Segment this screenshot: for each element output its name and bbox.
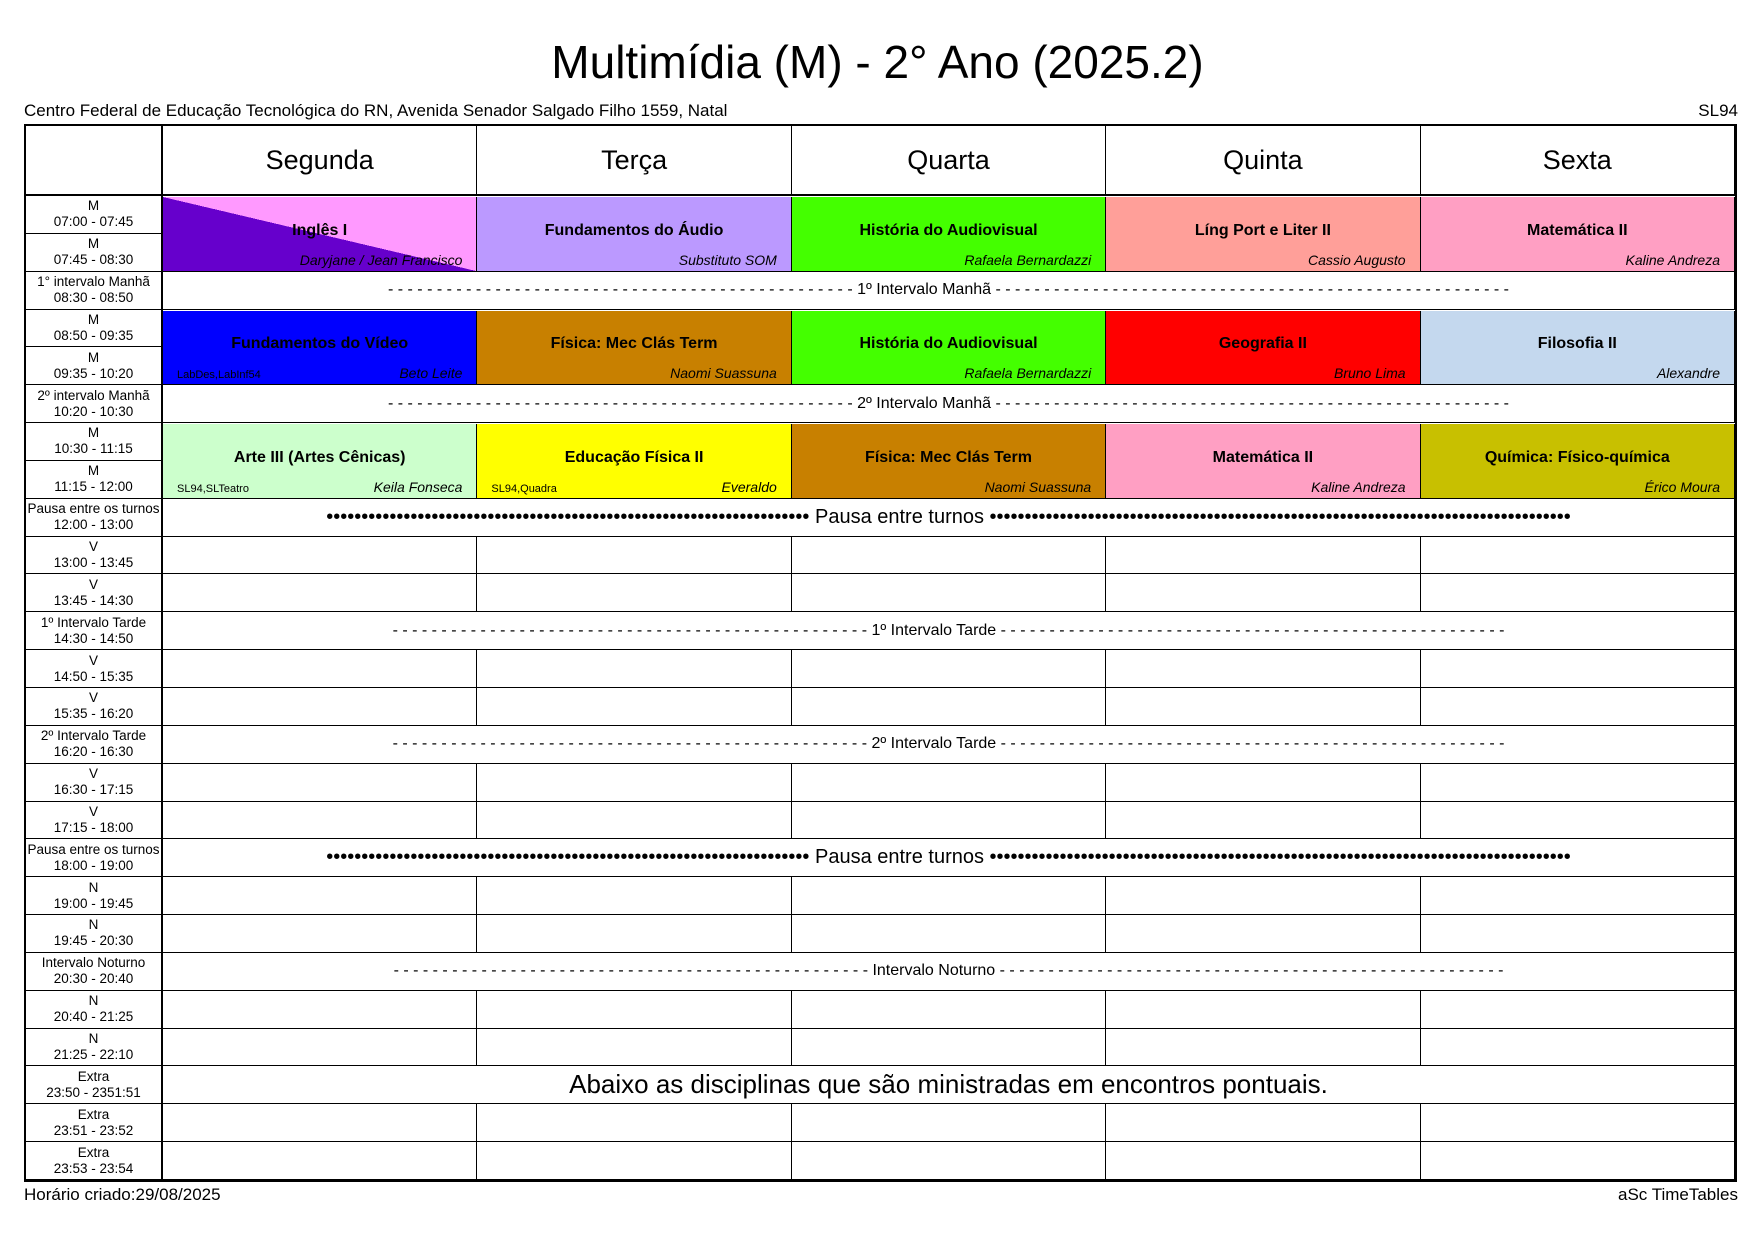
lesson-cell	[163, 197, 477, 272]
empty-slot	[1421, 650, 1735, 688]
teacher-name: Kaline Andreza	[1311, 478, 1406, 495]
empty-slot	[163, 1029, 477, 1067]
period-label	[26, 877, 163, 915]
empty-slot	[163, 877, 477, 915]
empty-slot	[792, 1029, 1106, 1067]
empty-slot	[1421, 764, 1735, 802]
subject-name: Física: Mec Clás Term	[865, 448, 1032, 466]
empty-slot	[792, 802, 1106, 840]
lesson-cell	[477, 197, 791, 272]
break-band: - - - - - - - - - - - - - - - - - - - - - - - - - - - - - - - - - - - - - - - - - - - - - - - - - 2º Intervalo Tarde - - - - - - - - - - - - - - - - - - - - - - - - - - - - - - - - - - - - - - - - - - - - - - - - - - - -	[163, 726, 1735, 764]
period-time: 19:00 - 19:45	[53, 895, 134, 911]
empty-slot	[1421, 915, 1735, 953]
empty-slot	[1106, 915, 1420, 953]
empty-slot	[1106, 1029, 1420, 1067]
period-label	[26, 915, 163, 953]
period-name: V	[88, 803, 98, 819]
period-time: 08:30 - 08:50	[53, 290, 134, 306]
empty-slot	[163, 915, 477, 953]
period-time: 13:00 - 13:45	[53, 555, 134, 571]
teacher-name: Kaline Andreza	[1625, 251, 1720, 268]
period-label	[26, 726, 163, 764]
period-time: 08:50 - 09:35	[53, 327, 134, 343]
period-name: M	[87, 425, 100, 441]
empty-slot	[163, 574, 477, 612]
timetable-grid	[24, 124, 1737, 1182]
empty-slot	[1106, 537, 1420, 575]
period-name: Pausa entre os turnos	[27, 501, 160, 517]
room-code: SL94	[1698, 101, 1738, 120]
empty-slot	[477, 877, 791, 915]
period-name: V	[88, 539, 98, 555]
extra-note: Abaixo as disciplinas que são ministradas em encontros pontuais.	[163, 1066, 1735, 1104]
period-label	[26, 612, 163, 650]
empty-slot	[792, 650, 1106, 688]
period-time: 13:45 - 14:30	[53, 592, 134, 608]
empty-slot	[477, 991, 791, 1029]
subject-name: Fundamentos do Áudio	[544, 221, 724, 239]
period-label	[26, 272, 163, 310]
room-name: SL94,Quadra	[491, 482, 557, 495]
lesson-cell	[163, 424, 477, 499]
lesson-cell	[477, 311, 791, 386]
period-time: 10:30 - 11:15	[54, 441, 133, 457]
day-header: Quarta	[792, 126, 1106, 196]
empty-slot	[1106, 877, 1420, 915]
period-label	[26, 196, 163, 234]
teacher-name: Alexandre	[1656, 365, 1720, 382]
subject-name: Geografia II	[1218, 335, 1307, 353]
teacher-name: Naomi Suassuna	[984, 478, 1092, 495]
period-time: 20:30 - 20:40	[53, 971, 134, 987]
period-name: N	[88, 993, 99, 1009]
period-name: V	[88, 576, 98, 592]
empty-slot	[1106, 1142, 1420, 1180]
period-name: M	[87, 349, 100, 365]
teacher-name: Everaldo	[721, 478, 777, 495]
period-label	[26, 688, 163, 726]
period-label	[26, 991, 163, 1029]
teacher-name: Érico Moura	[1644, 478, 1720, 495]
subject-name: Física: Mec Clás Term	[550, 335, 718, 353]
empty-slot	[477, 537, 791, 575]
empty-slot	[1106, 1104, 1420, 1142]
period-label	[26, 574, 163, 612]
period-label	[26, 423, 163, 461]
period-time: 16:20 - 16:30	[53, 744, 134, 760]
subject-name: Inglês I	[292, 221, 348, 239]
period-name: V	[88, 690, 98, 706]
period-time: 14:50 - 15:35	[53, 668, 134, 684]
empty-slot	[163, 688, 477, 726]
period-name: 1º Intervalo Tarde	[40, 614, 147, 630]
empty-slot	[1421, 688, 1735, 726]
teacher-name: Bruno Lima	[1333, 365, 1406, 382]
break-band: ••••••••••••••••••••••••••••••••••••••••••••••••••••••••••••••••••••• Pausa entre turnos •••••••••••••••••••••••••••••••••••••••••••••••••••••••••••••••••••••••••••••••••••	[163, 839, 1735, 877]
school-address: Centro Federal de Educação Tecnológica do RN, Avenida Senador Salgado Filho 1559, Natal	[24, 101, 728, 120]
period-name: 2º intervalo Manhã	[37, 387, 150, 403]
created-date: Horário criado:29/08/2025	[24, 1185, 221, 1204]
empty-slot	[792, 1142, 1106, 1180]
day-header: Quinta	[1106, 126, 1420, 196]
empty-slot	[163, 802, 477, 840]
empty-slot	[1421, 574, 1735, 612]
page-title: Multimídia (M) - 2° Ano (2025.2)	[551, 36, 1204, 88]
break-band: - - - - - - - - - - - - - - - - - - - - - - - - - - - - - - - - - - - - - - - - - - - - - - - - 2º Intervalo Manhã - - - - - - - - - - - - - - - - - - - - - - - - - - - - - - - - - - - - - - - - - - - - - - - - - - - - -	[163, 385, 1735, 423]
subject-name: Líng Port e Liter II	[1194, 221, 1331, 239]
empty-slot	[1106, 991, 1420, 1029]
period-label	[26, 1066, 163, 1104]
empty-slot	[1421, 877, 1735, 915]
period-name: N	[88, 879, 99, 895]
period-time: 20:40 - 21:25	[53, 1009, 134, 1025]
empty-slot	[792, 991, 1106, 1029]
lesson-cell	[1421, 311, 1735, 386]
period-name: Pausa entre os turnos	[27, 841, 160, 857]
period-label	[26, 953, 163, 991]
lesson-cell	[1421, 197, 1735, 272]
empty-slot	[1421, 1142, 1735, 1180]
period-name: M	[87, 198, 100, 214]
empty-slot	[477, 1142, 791, 1180]
period-label	[26, 650, 163, 688]
subject-name: Educação Física II	[564, 448, 704, 466]
period-time: 10:20 - 10:30	[53, 403, 134, 419]
period-name: 2º Intervalo Tarde	[40, 728, 147, 744]
period-name: M	[87, 311, 100, 327]
empty-slot	[477, 764, 791, 802]
period-name: M	[87, 236, 100, 252]
period-name: M	[87, 463, 100, 479]
empty-slot	[1106, 574, 1420, 612]
break-band: - - - - - - - - - - - - - - - - - - - - - - - - - - - - - - - - - - - - - - - - - - - - - - - - 1º Intervalo Manhã - - - - - - - - - - - - - - - - - - - - - - - - - - - - - - - - - - - - - - - - - - - - - - - - - - - - -	[163, 272, 1735, 310]
empty-slot	[792, 877, 1106, 915]
period-time: 15:35 - 16:20	[53, 706, 134, 722]
period-label	[26, 347, 163, 385]
empty-slot	[1106, 650, 1420, 688]
software-credit: aSc TimeTables	[1618, 1185, 1738, 1204]
subject-name: Matemática II	[1212, 448, 1314, 466]
day-header: Segunda	[163, 126, 477, 196]
period-label	[26, 1104, 163, 1142]
period-time: 19:45 - 20:30	[53, 933, 134, 949]
lesson-cell	[792, 197, 1106, 272]
lesson-cell	[1106, 311, 1420, 386]
subject-name: História do Audiovisual	[859, 335, 1038, 353]
period-name: V	[88, 652, 98, 668]
lesson-cell	[1106, 424, 1420, 499]
room-name: SL94,SLTeatro	[177, 482, 249, 495]
teacher-name: Daryjane / Jean Francisco	[299, 251, 463, 268]
empty-slot	[477, 688, 791, 726]
period-name: Extra	[77, 1068, 110, 1084]
period-time: 23:50 - 2351:51	[46, 1084, 141, 1100]
empty-slot	[1106, 688, 1420, 726]
period-time: 11:15 - 12:00	[54, 479, 133, 495]
period-time: 23:51 - 23:52	[53, 1122, 134, 1138]
period-time: 09:35 - 10:20	[53, 365, 134, 381]
empty-slot	[477, 915, 791, 953]
empty-slot	[1421, 802, 1735, 840]
break-band: - - - - - - - - - - - - - - - - - - - - - - - - - - - - - - - - - - - - - - - - - - - - - - - - - 1º Intervalo Tarde - - - - - - - - - - - - - - - - - - - - - - - - - - - - - - - - - - - - - - - - - - - - - - - - - - - -	[163, 612, 1735, 650]
teacher-name: Substituto SOM	[678, 251, 777, 268]
subject-name: Fundamentos do Vídeo	[231, 335, 409, 353]
period-label	[26, 1029, 163, 1067]
lesson-cell	[163, 311, 477, 386]
period-time: 16:30 - 17:15	[53, 782, 134, 798]
period-label	[26, 1142, 163, 1180]
period-time: 14:30 - 14:50	[53, 630, 134, 646]
empty-slot	[477, 574, 791, 612]
empty-slot	[477, 1104, 791, 1142]
period-name: 1° intervalo Manhã	[37, 274, 150, 290]
lesson-cell	[477, 424, 791, 499]
subject-name: Filosofia II	[1537, 335, 1617, 353]
period-name: N	[88, 1031, 99, 1047]
empty-slot	[792, 1104, 1106, 1142]
period-name: V	[88, 766, 98, 782]
empty-slot	[792, 688, 1106, 726]
empty-slot	[163, 1142, 477, 1180]
subject-name: Arte III (Artes Cênicas)	[233, 448, 406, 466]
empty-slot	[792, 574, 1106, 612]
empty-slot	[163, 1104, 477, 1142]
teacher-name: Keila Fonseca	[373, 478, 463, 495]
period-label	[26, 537, 163, 575]
empty-slot	[1421, 991, 1735, 1029]
period-label	[26, 764, 163, 802]
teacher-name: Cassio Augusto	[1308, 251, 1406, 268]
subject-name: Química: Físico-química	[1484, 448, 1670, 466]
period-label	[26, 499, 163, 537]
break-band: - - - - - - - - - - - - - - - - - - - - - - - - - - - - - - - - - - - - - - - - - - - - - - - - - Intervalo Noturno - - - - - - - - - - - - - - - - - - - - - - - - - - - - - - - - - - - - - - - - - - - - - - - - - - - -	[163, 953, 1735, 991]
empty-slot	[477, 650, 791, 688]
day-header: Sexta	[1421, 126, 1735, 196]
empty-slot	[1106, 764, 1420, 802]
period-time: 18:00 - 19:00	[53, 857, 134, 873]
lesson-cell	[1106, 197, 1420, 272]
period-time: 21:25 - 22:10	[53, 1047, 134, 1063]
header-corner	[26, 126, 163, 196]
period-time: 07:45 - 08:30	[53, 252, 134, 268]
empty-slot	[1421, 537, 1735, 575]
empty-slot	[792, 537, 1106, 575]
lesson-cell	[792, 424, 1106, 499]
teacher-name: Rafaela Bernardazzi	[964, 251, 1092, 268]
empty-slot	[1421, 1029, 1735, 1067]
subject-name: Matemática II	[1527, 221, 1628, 239]
empty-slot	[792, 764, 1106, 802]
period-label	[26, 839, 163, 877]
empty-slot	[163, 991, 477, 1029]
empty-slot	[792, 915, 1106, 953]
empty-slot	[163, 537, 477, 575]
period-time: 17:15 - 18:00	[53, 819, 134, 835]
period-label	[26, 461, 163, 499]
subject-name: História do Audiovisual	[859, 221, 1038, 239]
period-name: N	[88, 917, 99, 933]
period-time: 07:00 - 07:45	[53, 214, 134, 230]
lesson-cell	[1421, 424, 1735, 499]
period-name: Intervalo Noturno	[41, 955, 146, 971]
room-name: LabDes,LabInf54	[177, 369, 261, 382]
empty-slot	[477, 802, 791, 840]
period-label	[26, 385, 163, 423]
period-label	[26, 234, 163, 272]
period-label	[26, 310, 163, 348]
teacher-name: Naomi Suassuna	[670, 365, 777, 382]
break-band: ••••••••••••••••••••••••••••••••••••••••••••••••••••••••••••••••••••• Pausa entre turnos •••••••••••••••••••••••••••••••••••••••••••••••••••••••••••••••••••••••••••••••••••	[163, 499, 1735, 537]
period-time: 23:53 - 23:54	[53, 1160, 134, 1176]
period-name: Extra	[77, 1144, 110, 1160]
teacher-name: Rafaela Bernardazzi	[964, 365, 1092, 382]
empty-slot	[1106, 802, 1420, 840]
teacher-name: Beto Leite	[399, 365, 463, 382]
period-name: Extra	[77, 1106, 110, 1122]
empty-slot	[477, 1029, 791, 1067]
period-time: 12:00 - 13:00	[53, 517, 134, 533]
day-header: Terça	[477, 126, 791, 196]
empty-slot	[1421, 1104, 1735, 1142]
empty-slot	[163, 764, 477, 802]
empty-slot	[163, 650, 477, 688]
period-label	[26, 802, 163, 840]
lesson-cell	[792, 311, 1106, 386]
